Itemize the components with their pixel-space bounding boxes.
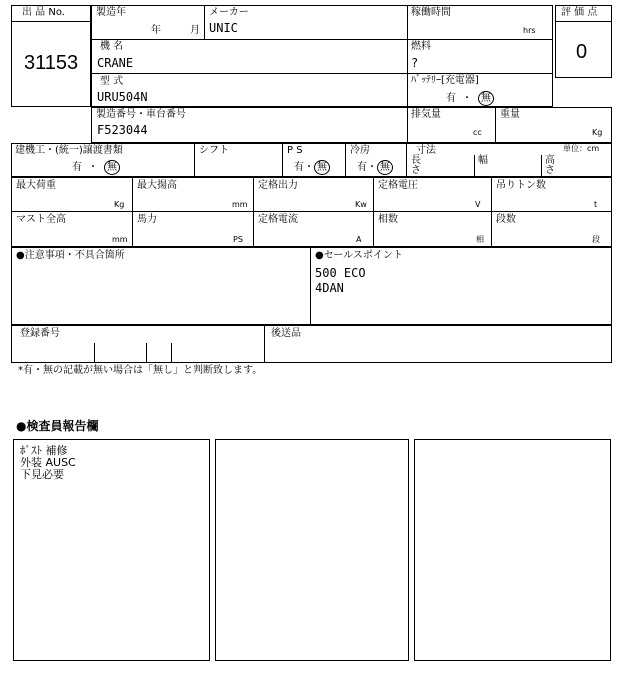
rated-output-label: 定格出力	[258, 180, 298, 191]
max-lift-label: 最大揚高	[137, 180, 177, 191]
rated-current-unit: A	[356, 235, 362, 244]
phase-unit: 相	[476, 235, 484, 244]
cert-yes-no: 有 ・ 無	[72, 160, 120, 175]
cert-label: 建機工・(統一)譲渡書類	[15, 145, 123, 156]
caution-label: ●注意事項・不具合箇所	[16, 250, 125, 261]
serial-label: 製造番号・車台番号	[96, 109, 186, 120]
height-label: 高 さ	[545, 155, 555, 176]
rated-output-unit: Kw	[355, 200, 367, 209]
battery-label: ﾊﾞｯﾃﾘｰ[充電器]	[411, 75, 479, 86]
year-unit: 年	[151, 25, 161, 36]
horsepower-unit: PS	[233, 235, 243, 244]
hoist-ton-label: 吊りトン数	[496, 180, 546, 191]
rated-voltage-unit: V	[475, 200, 481, 209]
ps-no-circled: 無	[314, 160, 330, 175]
max-load-unit: Kg	[114, 200, 125, 209]
lot-label: 出 品 No.	[22, 7, 65, 18]
inspector-memo: ﾎﾟｽﾄ 補修 外装 AUSC 下見必要	[20, 444, 76, 481]
selling-point-line1: 500 ECO	[315, 266, 366, 280]
ps-label: P S	[287, 145, 303, 156]
mast-height-label: マスト全高	[16, 214, 66, 225]
type-label: 型 式	[100, 76, 124, 87]
serial-value: F523044	[97, 123, 148, 137]
length-label: 長 さ	[411, 155, 421, 176]
hours-label: 稼働時間	[411, 7, 451, 18]
selling-point-line2: 4DAN	[315, 281, 344, 295]
cooling-no-circled: 無	[377, 160, 393, 175]
stages-label: 段数	[496, 214, 516, 225]
selling-point-label: ●セールスポイント	[315, 250, 403, 261]
rated-voltage-label: 定格電圧	[378, 180, 418, 191]
model-name-label: 機 名	[100, 41, 124, 52]
battery-yes-no: 有 ・ 無	[446, 91, 494, 106]
dim-unit: 単位：cm	[563, 144, 600, 153]
lot-number: 31153	[24, 52, 79, 74]
width-label: 幅	[478, 155, 488, 166]
dim-label: 寸法	[416, 145, 436, 156]
type-value: URU504N	[97, 90, 148, 104]
fuel-label: 燃料	[411, 41, 431, 52]
inspector-box-3	[414, 439, 611, 661]
weight-unit: Kg	[592, 128, 603, 137]
hoist-ton-unit: t	[594, 200, 598, 209]
cert-no-circled: 無	[104, 160, 120, 175]
registration-label: 登録番号	[20, 328, 60, 339]
footnote: *有・無の記載が無い場合は「無し」と判断致します。	[18, 365, 263, 376]
maker-label: メーカー	[209, 7, 249, 18]
shipped-label: 後送品	[271, 328, 301, 339]
month-unit: 月	[190, 25, 200, 36]
grade-label: 評 価 点	[561, 7, 598, 18]
battery-no-circled: 無	[478, 91, 494, 106]
grade-value: 0	[576, 41, 588, 63]
stages-unit: 段	[592, 235, 600, 244]
phase-label: 相数	[378, 214, 398, 225]
hours-unit: hrs	[523, 26, 536, 35]
maker-value: UNIC	[209, 21, 238, 35]
ps-yes-no: 有・ 無	[294, 160, 330, 175]
max-load-label: 最大荷重	[16, 180, 56, 191]
mast-height-unit: mm	[112, 235, 128, 244]
inspector-box-2	[215, 439, 409, 661]
displacement-label: 排気量	[411, 109, 441, 120]
registration-box	[11, 325, 612, 363]
cooling-yes-no: 有・ 無	[357, 160, 393, 175]
inspector-title: ●検査員報告欄	[16, 419, 99, 433]
fuel-value: ?	[411, 56, 419, 70]
mfg-year-label: 製造年	[96, 7, 126, 18]
rated-current-label: 定格電流	[258, 214, 298, 225]
shift-label: シフト	[199, 145, 229, 156]
max-lift-unit: mm	[232, 200, 248, 209]
displacement-unit: cc	[473, 128, 482, 137]
cooling-label: 冷房	[350, 145, 370, 156]
model-name-value: CRANE	[97, 56, 134, 70]
weight-label: 重量	[500, 109, 520, 120]
horsepower-label: 馬力	[137, 214, 157, 225]
